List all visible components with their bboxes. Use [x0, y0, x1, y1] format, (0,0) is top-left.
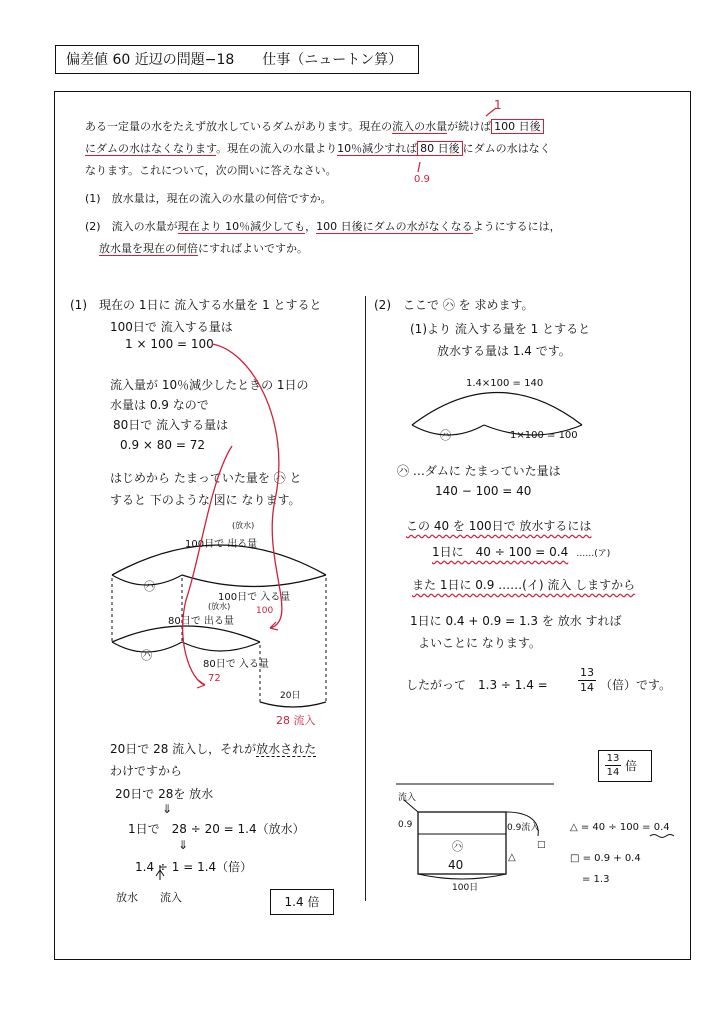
right-diagram-ha: ㋩ [440, 429, 451, 442]
arc-in-100 [182, 575, 326, 587]
label-inflow: 流入 [160, 891, 182, 904]
left-line-11: わけですから [110, 764, 183, 778]
box-inflow-label: 流入 [398, 793, 417, 803]
diagram-out80-label: 80日で 出る量 [168, 616, 234, 627]
question-1: (1) 放水量は，現在の流入の水量の何倍ですか。 [85, 192, 332, 205]
note-one: 1 [494, 98, 502, 112]
left-line-3: 1 × 100 = 100 [125, 337, 214, 351]
red-link-72 [183, 446, 232, 685]
left-line-14: 1.4 ÷ 1 = 1.4（倍） [135, 860, 253, 874]
arrow-up [156, 865, 164, 880]
arc-ha-1 [112, 575, 182, 585]
arc-out-100 [112, 545, 326, 575]
arc-out-140 [412, 393, 582, 426]
diagram-note-out: (放水) [232, 521, 255, 530]
pointer [404, 800, 418, 812]
tank-box [418, 812, 506, 874]
box-left-09: 0.9 [398, 820, 413, 830]
text: 1日に 40 ÷ 100 = 0.4 [432, 545, 569, 559]
formula-2: □ = 0.9 + 0.4 [570, 853, 641, 864]
text: ある一定量の水をたえず放水しているダムがあります。現在の [85, 120, 393, 133]
arrow-down-1: ⇓ [162, 802, 173, 816]
fraction-denominator: 14 [580, 681, 594, 694]
text: ……(ア) [576, 549, 611, 559]
right-line-4: ㋩ …ダムに たまっていた量は [397, 464, 561, 478]
left-line-6: 80日で 流入する量は [113, 418, 229, 432]
box-square: □ [537, 840, 546, 850]
arc-ha-right [412, 425, 484, 435]
fraction-numerator: 13 [580, 666, 594, 679]
label-outflow: 放水 [116, 891, 138, 904]
box-40: 40 [448, 858, 464, 872]
diagram-ha-1: ㋩ [144, 580, 155, 593]
text: 放水された [256, 742, 317, 756]
formula-1: △ = 40 ÷ 100 = 0.4 [570, 822, 670, 833]
diagram-top-label: 100日で 出る量 [185, 539, 258, 550]
wavy-mark [650, 835, 674, 838]
arc-100-days [418, 874, 506, 879]
left-line-5: 水量は 0.9 なので [110, 398, 209, 412]
right-line-11b: （倍）です。 [600, 678, 672, 692]
text: 放水量を現在の何倍 [99, 242, 198, 255]
box-right-09: 0.9流入 [507, 823, 540, 833]
red-tick [486, 108, 496, 116]
arrow-down-2: ⇓ [178, 838, 189, 852]
diagram-in100-label: 100日で 入る量 [218, 592, 291, 603]
diagram-in80-label: 80日で 入る量 [203, 659, 269, 670]
answer-unit: 倍 [625, 759, 638, 773]
text: 流入の水量 [392, 120, 448, 133]
left-line-8: はじめから たまっていた量を ㋩ と [110, 471, 302, 485]
right-line-3: 放水する量は 1.4 です。 [437, 344, 571, 358]
answer-numerator: 13 [606, 753, 620, 764]
formula-3: = 1.3 [582, 874, 610, 885]
text: が続けば [447, 120, 492, 133]
text: ， [305, 220, 317, 233]
diagram-20-days: 20日 [280, 691, 301, 701]
text: にすればよいですか。 [198, 242, 308, 255]
left-line-12: 20日で 28を 放水 [115, 787, 214, 801]
arc-ha-2 [112, 642, 182, 652]
right-line-10: よいことに なります。 [418, 636, 541, 650]
arc-out-80 [112, 626, 260, 642]
left-line-7: 0.9 × 80 = 72 [120, 438, 205, 452]
left-line-1: (1) 現在の 1日に 流入する水量を 1 とすると [70, 298, 322, 312]
box-delta: △ [508, 852, 516, 863]
diagram-ha-2: ㋩ [141, 649, 152, 662]
text: 20日で 28 流入し，それが [110, 742, 257, 756]
text: 現在より 10％減少しても [177, 220, 306, 233]
right-diagram-top: 1.4×100 = 140 [466, 378, 544, 389]
text: 10％減少すれば [337, 142, 418, 155]
right-line-2: (1)より 流入する量を 1 とすると [410, 322, 591, 336]
right-line-1: (2) ここで ㋩ を 求めます。 [374, 298, 534, 312]
highlight-box: 80 日後 [417, 141, 463, 156]
left-line-9: すると 下のような 図に なります。 [110, 493, 301, 507]
text: 。現在の流入の水量より [216, 142, 338, 155]
text: にダムの水はなく [462, 142, 551, 155]
page-title: 偏差値 60 近辺の問題−18 仕事（ニュートン算） [55, 45, 419, 74]
left-line-13: 1日で 28 ÷ 20 = 1.4（放水） [128, 822, 305, 836]
right-line-8: また 1日に 0.9 ……(イ) 流入 しますから [412, 578, 636, 592]
arc-20-days [260, 702, 326, 707]
red-tick [418, 162, 420, 172]
right-line-9: 1日に 0.4 + 0.9 = 1.3 を 放水 すれば [410, 614, 622, 628]
problem-line-3: なります。これについて，次の問いに答えなさい。 [85, 164, 337, 177]
diagram-28-inflow: 28 流入 [276, 714, 316, 727]
text: (2) 流入の水量が [85, 220, 178, 233]
text: 100 日後にダムの水がなくなる [316, 220, 473, 233]
box-ha: ㋩ [452, 840, 463, 853]
right-line-11: したがって 1.3 ÷ 1.4 = [406, 678, 548, 692]
box-100-days: 100日 [452, 883, 479, 893]
left-line-4: 流入量が 10％減少したときの 1日の [110, 378, 309, 392]
right-diagram-in: 1×100 = 100 [510, 430, 578, 441]
diagram-72: 72 [208, 673, 221, 684]
highlight-box: 100 日後 [491, 119, 544, 134]
diagram-100: 100 [256, 606, 274, 616]
left-line-2: 100日で 流入する量は [110, 320, 233, 334]
pointer [506, 812, 538, 836]
diagram-note-out-2: (放水) [208, 602, 231, 611]
right-line-5: 140 − 100 = 40 [435, 484, 532, 498]
note-zero-nine: 0.9 [414, 174, 430, 185]
answer-denominator: 14 [606, 767, 620, 778]
right-line-6: この 40 を 100日で 放水するには [406, 519, 592, 533]
arc-in-100-right [484, 425, 582, 435]
answer-box-1: 1.4 倍 [270, 889, 334, 915]
text: にダムの水はなくなります [85, 142, 217, 155]
arc-in-80 [182, 642, 260, 651]
text: ようにするには， [472, 220, 561, 233]
